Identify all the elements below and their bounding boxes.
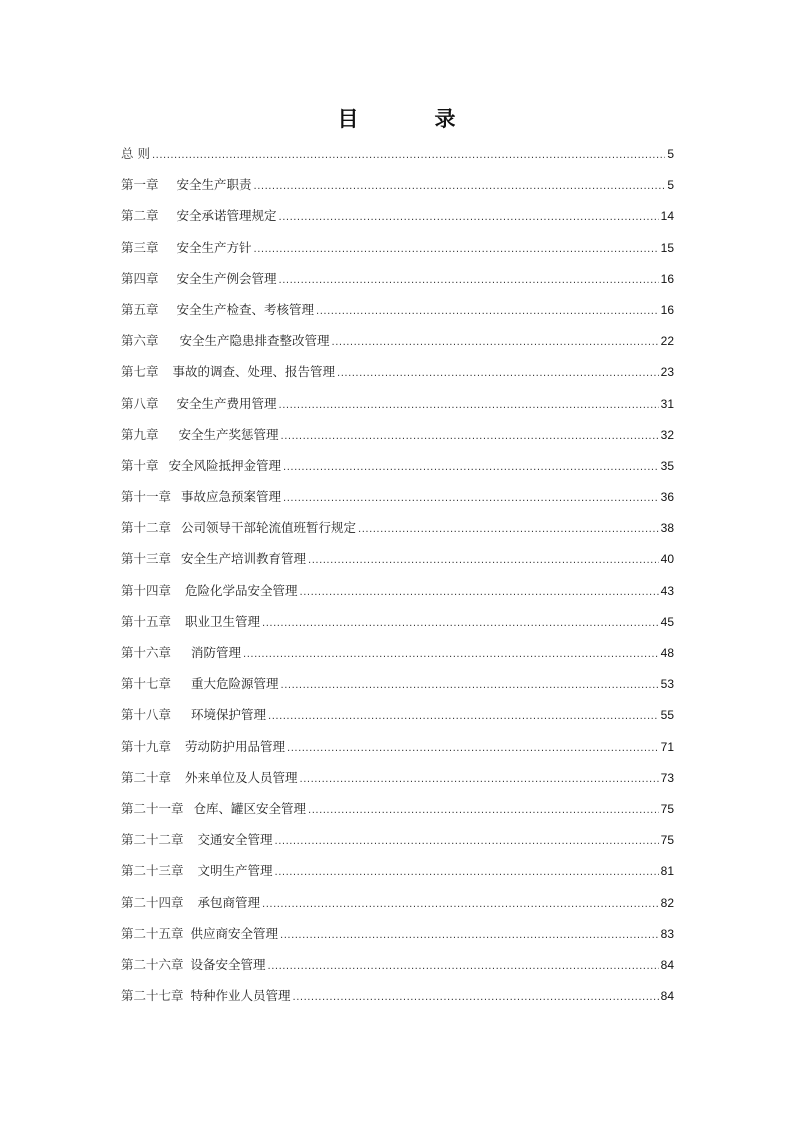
toc-entry-label: [121, 610, 260, 634]
toc-page-number: 55: [660, 708, 674, 723]
toc-entry[interactable]: [121, 547, 674, 578]
dot-leader: [268, 705, 659, 729]
toc-entry[interactable]: [121, 298, 674, 329]
toc-chapter-number: 第十六章: [121, 645, 172, 660]
toc-entry[interactable]: [121, 672, 674, 703]
toc-page-number: 43: [660, 583, 674, 598]
dot-leader: [268, 955, 659, 979]
toc-entry-label: [121, 579, 298, 603]
toc-entry[interactable]: [121, 610, 674, 641]
dot-leader: [337, 362, 659, 386]
toc-entry-label: [121, 984, 291, 1008]
toc-entry-label: [121, 859, 273, 883]
toc-entry[interactable]: [121, 516, 674, 547]
toc-entry-label: [121, 204, 277, 228]
toc-entry[interactable]: [121, 173, 674, 204]
toc-page-number: 82: [660, 895, 674, 910]
toc-chapter-title: 职业卫生管理: [185, 613, 261, 629]
toc-chapter-number: 第一章: [121, 177, 159, 193]
toc-chapter-title: 事故的调查、处理、报告管理: [172, 364, 336, 380]
toc-chapter-title: 事故应急预案管理: [181, 489, 282, 505]
toc-page-number: 31: [660, 396, 674, 411]
toc-entry-label: [121, 672, 279, 696]
toc-chapter-title: 承包商管理: [197, 894, 261, 910]
toc-page-number: 23: [660, 365, 674, 380]
toc-entry[interactable]: [121, 953, 674, 984]
toc-chapter-number: 第五章: [121, 301, 159, 317]
toc-title-char-1: 目: [337, 107, 359, 131]
toc-page-number: 73: [660, 770, 674, 785]
toc-chapter-title: 安全生产例会管理: [176, 270, 277, 286]
toc-entry-label: [121, 298, 314, 322]
toc-page-number: 71: [660, 739, 674, 754]
toc-chapter-title: 安全生产奖惩管理: [178, 426, 279, 442]
toc-entry[interactable]: [121, 797, 674, 828]
toc-chapter-number: 第二十七章: [121, 988, 184, 1004]
toc-chapter-title: 消防管理: [191, 645, 242, 660]
dot-leader: [275, 830, 659, 854]
toc-entry-label: [121, 547, 306, 571]
toc-entry[interactable]: [121, 891, 674, 922]
toc-chapter-number: 第二十四章: [121, 894, 184, 910]
toc-chapter-title: 安全生产培训教育管理: [181, 551, 307, 567]
toc-entry-label: [121, 454, 281, 478]
toc-entry-label: [121, 641, 241, 665]
toc-chapter-number: 第三章: [121, 239, 159, 255]
toc-chapter-title: 外来单位及人员管理: [185, 769, 298, 785]
dot-leader: [308, 549, 659, 573]
toc-entry[interactable]: [121, 828, 674, 859]
toc-chapter-number: 第十九章: [121, 738, 172, 754]
toc-chapter-title: 环境保护管理: [191, 707, 267, 723]
toc-chapter-number: 第十三章: [121, 551, 172, 567]
toc-entry[interactable]: [121, 703, 674, 734]
toc-entry[interactable]: [121, 423, 674, 454]
dot-leader: [316, 300, 659, 324]
dot-leader: [332, 331, 659, 355]
toc-page-number: 16: [660, 302, 674, 317]
toc-entry-label: [121, 360, 335, 384]
toc-chapter-title: 交通安全管理: [197, 832, 273, 848]
toc-page-number: 36: [660, 490, 674, 505]
dot-leader: [279, 206, 659, 230]
toc-chapter-number: 第十章: [121, 457, 159, 473]
toc-entry-label: [121, 766, 298, 790]
toc-chapter-title: 安全风险抵押金管理: [168, 457, 282, 473]
toc-chapter-title: 供应商安全管理: [190, 925, 279, 941]
toc-page-number: 15: [660, 240, 674, 255]
toc-page-number: 45: [660, 614, 674, 629]
toc-entry-label: [121, 953, 266, 977]
toc-chapter-title: 劳动防护用品管理: [185, 738, 286, 754]
toc-page-number: 22: [660, 334, 674, 349]
toc-title-char-2: 录: [434, 107, 456, 131]
toc-entry[interactable]: [121, 204, 674, 235]
toc-chapter-number: 第二十三章: [121, 863, 184, 879]
dot-leader: [280, 924, 659, 948]
dot-leader: [279, 394, 659, 418]
toc-entry-label: [121, 703, 266, 727]
dot-leader: [254, 175, 666, 199]
dot-leader: [358, 518, 659, 542]
toc-entry[interactable]: [121, 360, 674, 391]
toc-chapter-title: 特种作业人员管理: [190, 988, 291, 1004]
toc-entry[interactable]: [121, 485, 674, 516]
toc-entry-label: [121, 485, 281, 509]
toc-entry[interactable]: [121, 142, 674, 173]
toc-chapter-title: 重大危险源管理: [191, 676, 279, 692]
dot-leader: [243, 643, 659, 667]
toc-chapter-number: 第十五章: [121, 613, 172, 629]
toc-chapter-number: 第十二章: [121, 520, 172, 536]
toc-page-number: 40: [660, 552, 674, 567]
toc-entry-label: [121, 142, 150, 166]
toc-entry[interactable]: [121, 641, 674, 672]
toc-chapter-title: 公司领导干部轮流值班暂行规定: [181, 520, 357, 536]
toc-chapter-number: 第九章: [121, 426, 159, 442]
dot-leader: [300, 581, 659, 605]
toc-entry-label: [121, 267, 277, 291]
toc-page-number: 53: [660, 677, 674, 692]
toc-page-number: 75: [660, 801, 674, 816]
dot-leader: [281, 674, 659, 698]
toc-chapter-title: 危险化学品安全管理: [185, 582, 298, 598]
dot-leader: [152, 144, 665, 168]
toc-chapter-number: 第二十章: [121, 769, 172, 785]
toc-entry[interactable]: [121, 236, 674, 267]
dot-leader: [262, 612, 659, 636]
toc-chapter-title: 安全承诺管理规定: [176, 208, 277, 224]
toc-chapter-number: 第二十一章: [121, 800, 184, 816]
toc-entry[interactable]: [121, 766, 674, 797]
dot-leader: [283, 456, 659, 480]
toc-entry[interactable]: [121, 984, 674, 1015]
toc-entry[interactable]: [121, 329, 674, 360]
toc-entry[interactable]: [121, 454, 674, 485]
toc-page-number: 75: [660, 833, 674, 848]
toc-page-number: 84: [660, 989, 674, 1004]
dot-leader: [279, 269, 659, 293]
dot-leader: [293, 986, 659, 1010]
toc-entry[interactable]: [121, 267, 674, 298]
toc-chapter-number: 第六章: [121, 333, 159, 349]
toc-page-number: 16: [660, 271, 674, 286]
toc-entry-label: [121, 828, 273, 852]
toc-page-number: 5: [667, 178, 674, 193]
dot-leader: [283, 487, 659, 511]
dot-leader: [254, 238, 659, 262]
dot-leader: [287, 737, 659, 761]
dot-leader: [300, 768, 659, 792]
toc-entry[interactable]: [121, 392, 674, 423]
toc-entry-label: [121, 922, 278, 946]
toc-chapter-title: 安全生产职责: [176, 177, 252, 193]
toc-page-number: 83: [660, 926, 674, 941]
toc-entry-label: [121, 392, 277, 416]
toc-entry[interactable]: [121, 579, 674, 610]
toc-chapter-number: 第十一章: [121, 489, 172, 505]
dot-leader: [262, 893, 659, 917]
toc-page-number: 5: [667, 147, 674, 161]
toc-entry-label: [121, 423, 279, 447]
toc-entry-label: [121, 891, 260, 915]
toc-page-number: 35: [660, 458, 674, 473]
toc-entry-label: [121, 173, 252, 197]
toc-chapter-title: 设备安全管理: [190, 956, 266, 972]
toc-chapter-title: 安全生产隐患排查整改管理: [179, 333, 330, 349]
toc-page-number: 48: [660, 646, 674, 660]
dot-leader: [308, 799, 659, 823]
toc-chapter-title: 仓库、罐区安全管理: [193, 800, 307, 816]
toc-chapter-number: 第八章: [121, 395, 159, 411]
toc-page-number: 81: [660, 864, 674, 879]
toc-entry[interactable]: [121, 859, 674, 890]
toc-chapter-number: 第二十二章: [121, 832, 184, 848]
toc-entry-label: [121, 236, 252, 260]
toc-chapter-number: 第二十五章: [121, 925, 184, 941]
toc-entry[interactable]: [121, 735, 674, 766]
toc-chapter-title: 安全生产方针: [176, 239, 252, 255]
toc-chapter-title: 安全生产检查、考核管理: [176, 301, 315, 317]
toc-chapter-title: 文明生产管理: [197, 863, 273, 879]
toc-entry-label: [121, 516, 356, 540]
toc-chapter-number: 第十八章: [121, 707, 172, 723]
toc-entry-label: [121, 329, 330, 353]
toc-page-number: 84: [660, 957, 674, 972]
toc-chapter-number: 第四章: [121, 270, 159, 286]
table-of-contents: [121, 142, 674, 1015]
toc-chapter-number: 第七章: [121, 364, 159, 380]
toc-title: [0, 103, 793, 133]
toc-page-number: 38: [660, 521, 674, 536]
dot-leader: [275, 861, 659, 885]
toc-chapter-number: 第十四章: [121, 582, 172, 598]
toc-entry[interactable]: [121, 922, 674, 953]
toc-chapter-number: 第十七章: [121, 676, 172, 692]
toc-page-number: 32: [660, 427, 674, 442]
toc-chapter-title: 安全生产费用管理: [176, 395, 277, 411]
toc-chapter-number: 第二章: [121, 208, 159, 224]
toc-chapter-number: 总 则: [121, 146, 150, 161]
toc-chapter-number: 第二十六章: [121, 956, 184, 972]
dot-leader: [281, 425, 659, 449]
toc-entry-label: [121, 735, 285, 759]
toc-entry-label: [121, 797, 306, 821]
toc-page-number: 14: [660, 209, 674, 224]
